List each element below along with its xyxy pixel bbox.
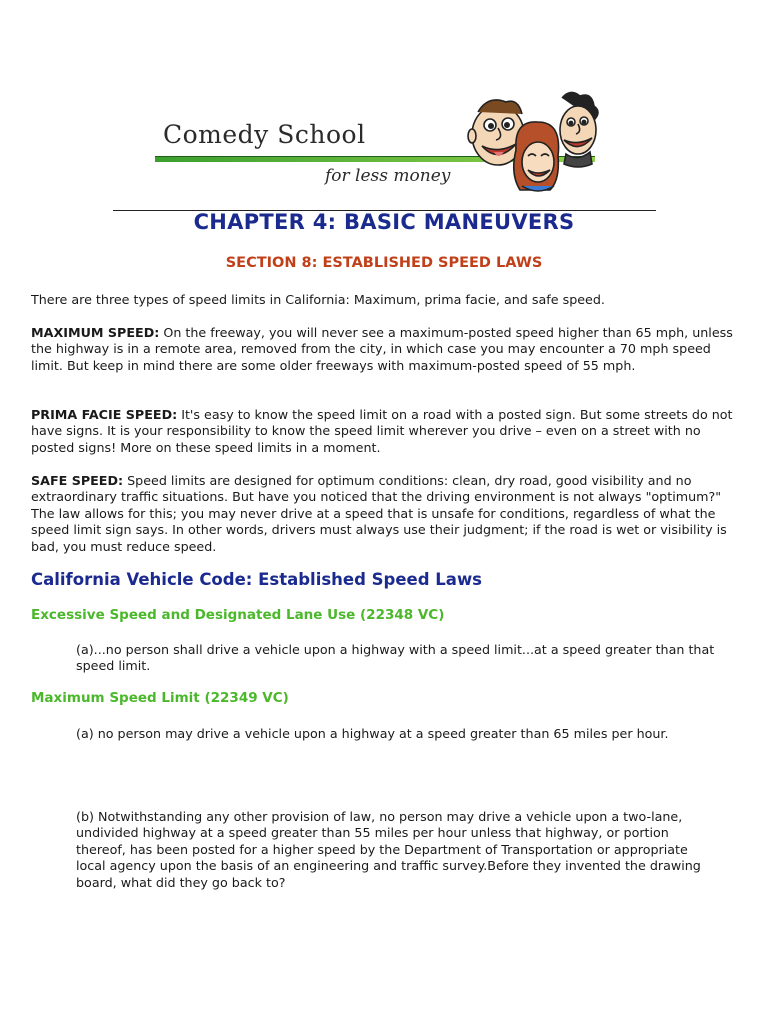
maximum-speed-paragraph [31, 325, 743, 374]
maximum-speed-text: On the freeway, you will never see a maximum-posted speed higher than 65 mph, unless the highway is in a remote area, removed from the city, in which case you may encounter a 70 mph speed limit. But keep in mind there are some older freeways with maximum-posted speed of 55 mph. [31, 325, 733, 373]
comedy-school-logo [155, 90, 605, 200]
excessive-speed-heading: Excessive Speed and Designated Lane Use (22348 VC) [31, 607, 445, 623]
logo-subtitle: for less money [325, 166, 451, 186]
vehicle-code-heading: California Vehicle Code: Established Speed Laws [31, 570, 483, 589]
prima-facie-label: PRIMA FACIE SPEED: [31, 407, 178, 422]
prima-facie-text: It's easy to know the speed limit on a road with a posted sign. But some streets do not have signs. It is your responsibility to know the speed limit wherever you drive – even on a street with no posted signs! More on these speed limits in a moment. [31, 407, 733, 455]
section-title: SECTION 8: ESTABLISHED SPEED LAWS [225, 255, 543, 271]
maximum-limit-text-a: (a) no person may drive a vehicle upon a highway at a speed greater than 65 miles per hour. [76, 726, 669, 741]
safe-speed-paragraph [31, 473, 743, 555]
maximum-limit-heading: Maximum Speed Limit (22349 VC) [31, 690, 289, 706]
excessive-speed-text: (a)...no person shall drive a vehicle upon a highway with a speed limit...at a speed greater than that speed limit. [76, 642, 715, 674]
prima-facie-paragraph [31, 407, 743, 456]
safe-speed-text: Speed limits are designed for optimum conditions: clean, dry road, good visibility and no extraordinary traffic situations. But have you noticed that the driving environment is not always "optimum?" The law allows for this; you may never drive at a speed that is unsafe for conditions, regardless of what the speed limit sign says. In other words, drivers must always use their judgment; if the road is wet or visibility is bad, you must reduce speed. [31, 473, 727, 554]
maximum-speed-label: MAXIMUM SPEED: [31, 325, 160, 340]
intro-paragraph: There are three types of speed limits in California: Maximum, prima facie, and safe speed. [31, 292, 605, 307]
logo-title: Comedy School [163, 120, 366, 149]
cartoon-faces-icon [458, 90, 603, 200]
maximum-limit-text-b: (b) Notwithstanding any other provision of law, no person may drive a vehicle upon a two-lane, undivided highway at a speed greater than 55 miles per hour unless that highway, or portion thereof, has been posted for a higher speed by the Department of Transportation or appropriate local agency upon the basis of an engineering and traffic survey.Before they invented the drawing board, what did they go back to? [76, 809, 701, 890]
chapter-title: CHAPTER 4: BASIC MANEUVERS [193, 210, 575, 234]
safe-speed-label: SAFE SPEED: [31, 473, 124, 488]
